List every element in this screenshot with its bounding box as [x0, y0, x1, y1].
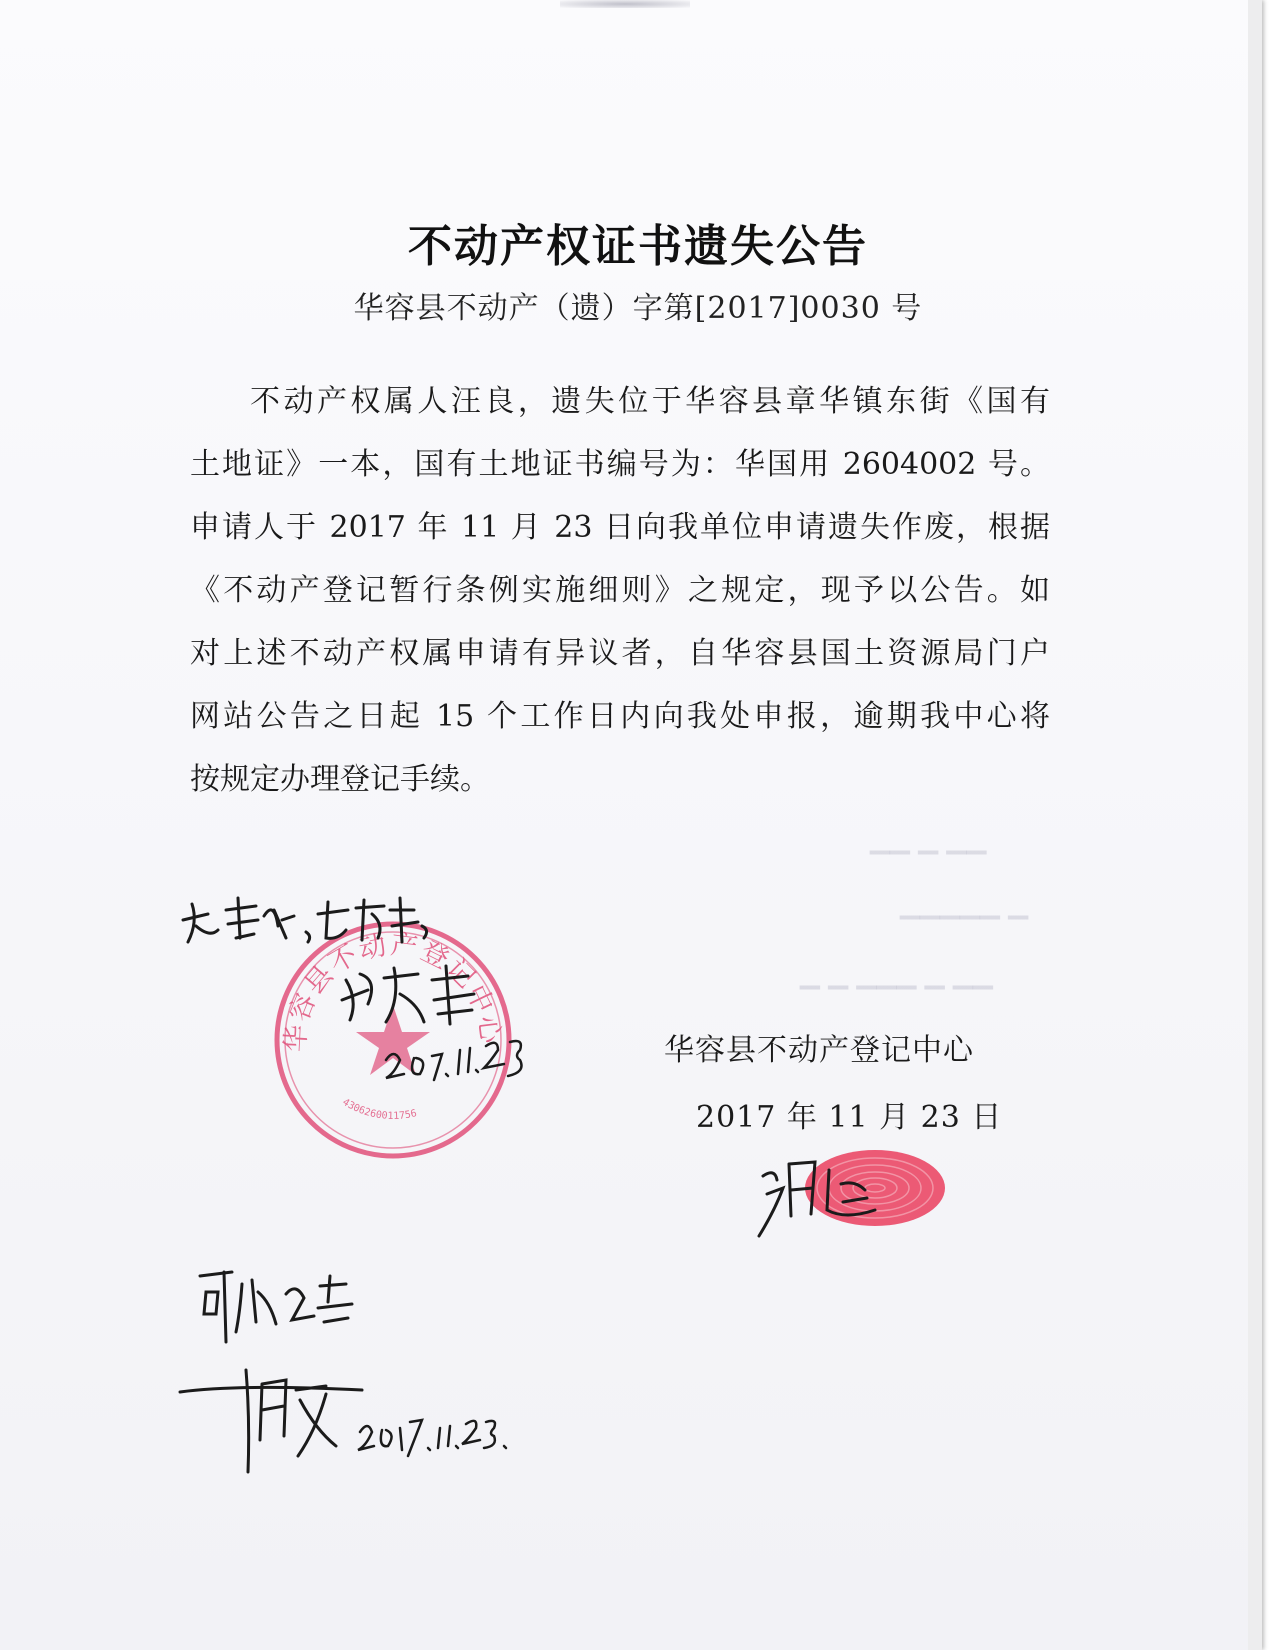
seal-serial: 4306260011756: [340, 1096, 418, 1123]
body-line: 申请人于 2017 年 11 月 23 日向我单位申请遗失作废，根据: [190, 510, 1050, 545]
page-title: 不动产权证书遗失公告: [408, 221, 868, 272]
body-line: 土地证》一本，国有土地证书编号为：华国用 2604002 号。: [190, 447, 1050, 482]
handwritten-approval-note: [196, 1262, 356, 1352]
handwritten-review-date: [380, 1020, 540, 1090]
handwritten-review-note: [178, 880, 438, 960]
body-line: 对上述不动产权属申请有异议者，自华容县国土资源局门户: [190, 636, 1050, 671]
bleed-through-mark: ▁ ▁ ▁▁▁ ▁ ▁▁: [800, 960, 994, 990]
handwritten-approval-date: [356, 1400, 516, 1460]
svg-text:4306260011756: [340, 1097, 418, 1122]
seal-text: 华容县不动产登记中心: [280, 929, 506, 1053]
body-line: 按规定办理登记手续。: [190, 762, 490, 797]
issue-date: 2017 年 11 月 23 日: [696, 1100, 1003, 1135]
document-number: 华容县不动产（遗）字第[2017]0030 号: [353, 291, 923, 326]
notice-body: [190, 370, 1050, 811]
bleed-through-mark: ▁▁▁▁▁ ▁: [900, 890, 1029, 920]
bleed-through-mark: ▁▁ ▁ ▁▁: [870, 825, 987, 855]
handwritten-owner-signature: [755, 1150, 885, 1245]
scan-smudge: [560, 0, 690, 8]
handwritten-approver-signature: [176, 1360, 366, 1480]
body-line: 网站公告之日起 15 个工作日内向我处申报，逾期我中心将: [190, 699, 1050, 734]
body-line: 不动产权属人汪良，遗失位于华容县章华镇东街《国有: [250, 384, 1050, 419]
body-line: 《不动产登记暂行条例实施细则》之规定，现予以公告。如: [190, 573, 1050, 608]
issuer-name: 华容县不动产登记中心: [664, 1033, 974, 1068]
